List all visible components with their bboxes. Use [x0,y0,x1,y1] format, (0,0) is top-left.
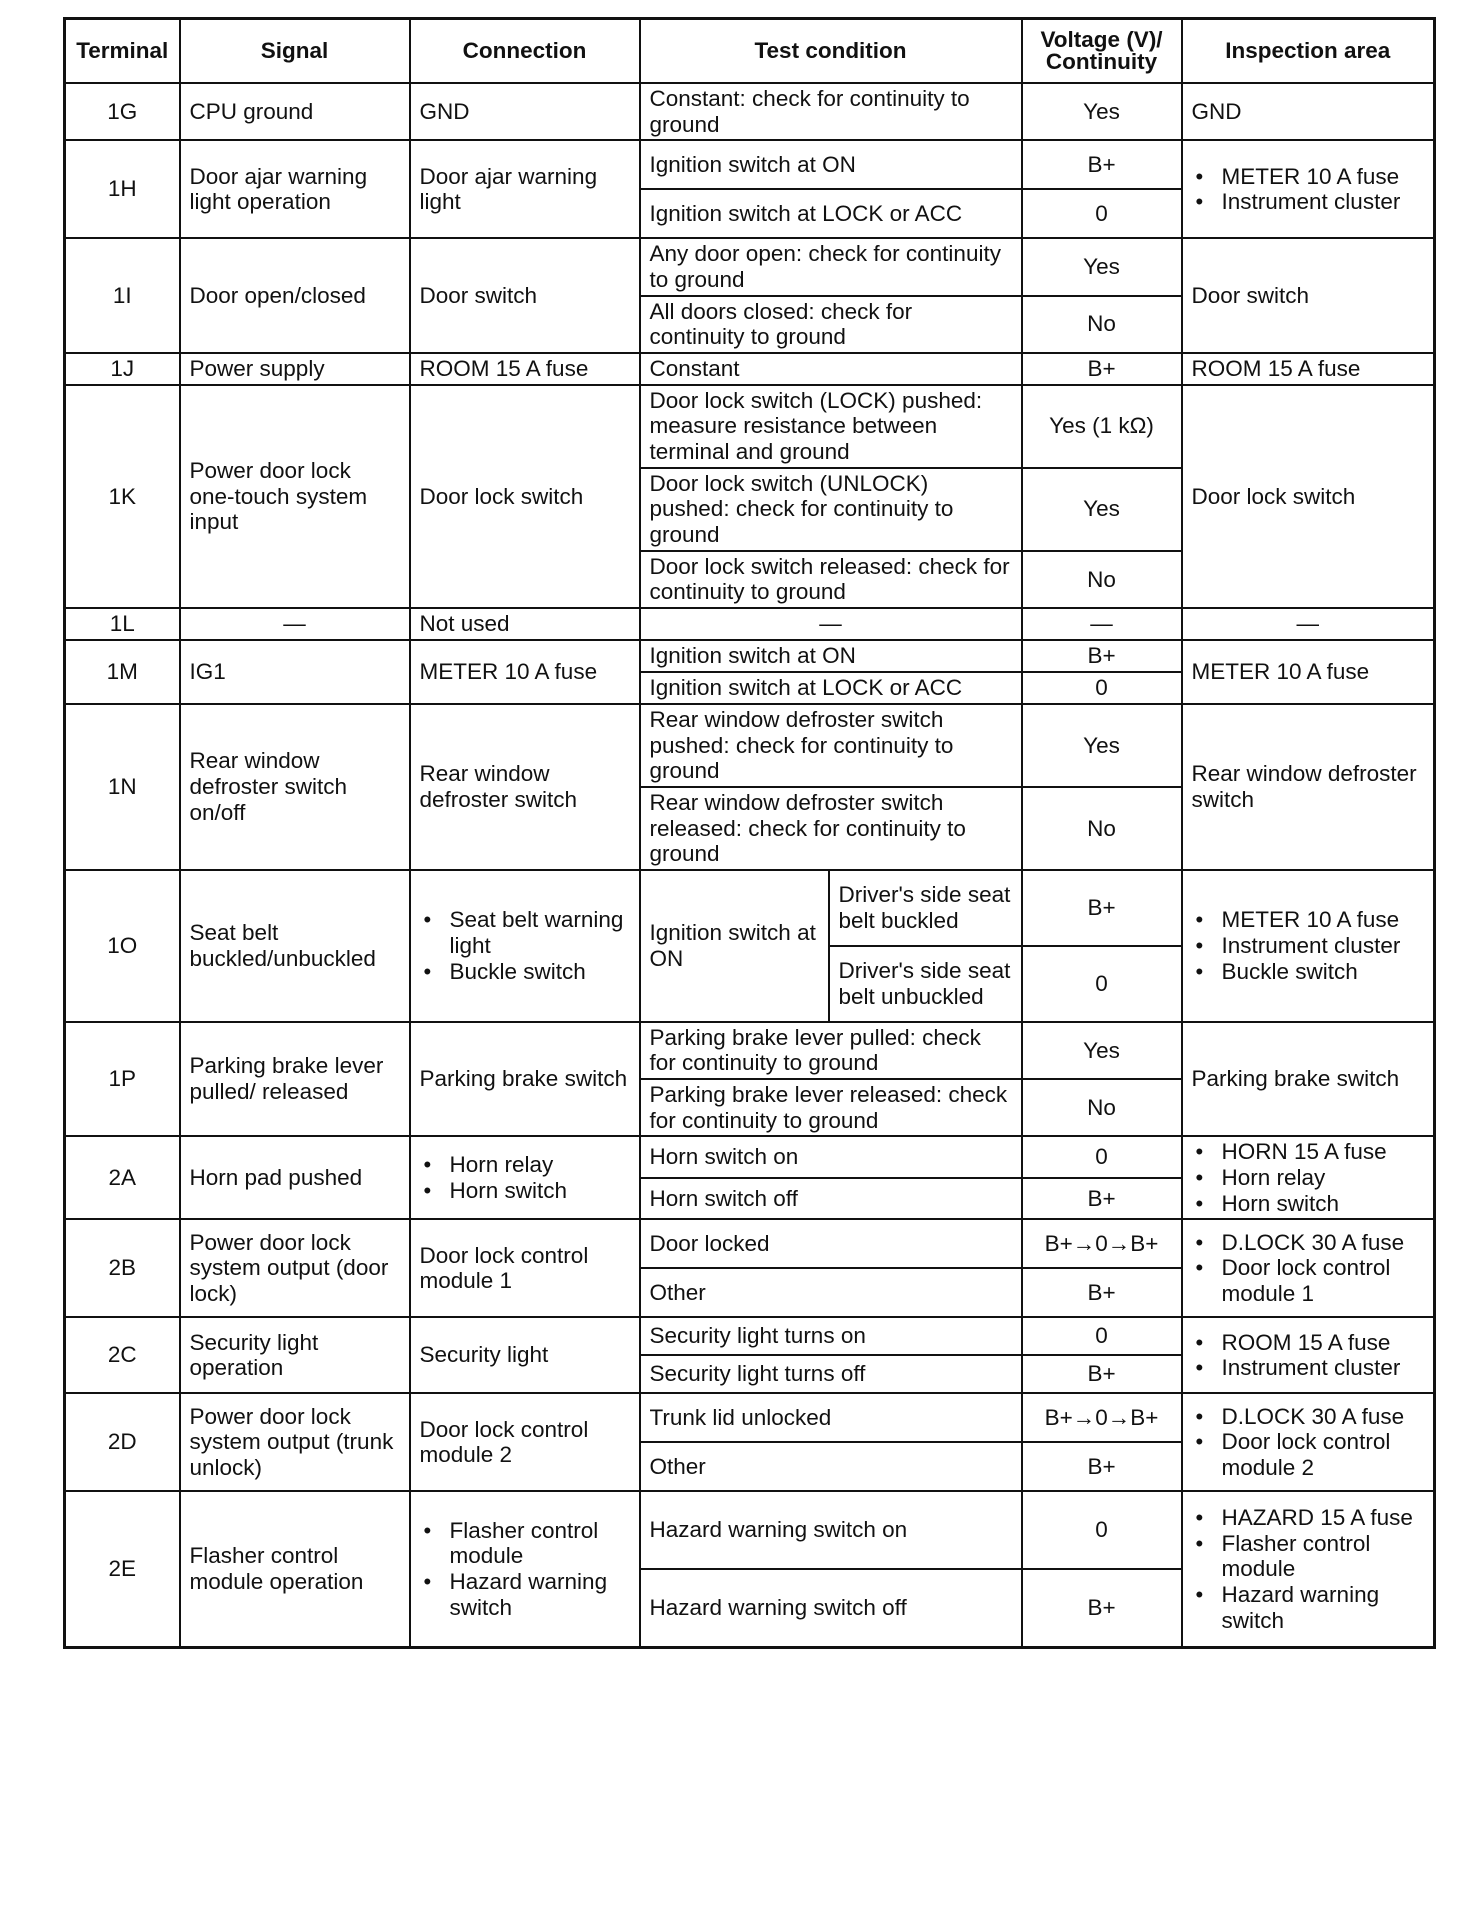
table-row [65,640,1435,672]
connection-cell [410,1136,640,1219]
terminal-cell: 2D [65,1393,180,1491]
terminal-cell: 2A [65,1136,180,1219]
terminal-cell: 1J [65,353,180,385]
signal-cell: Seat belt buckled/unbuckled [180,870,410,1022]
table-row [65,704,1435,787]
header-terminal: Terminal [65,19,180,84]
inspection-cell: Door lock switch [1182,385,1435,608]
table-row [65,1491,1435,1569]
connection-item: • Horn relay [420,1152,630,1178]
voltage-cell: 0 [1022,672,1182,704]
signal-cell: Rear window defroster switch on/off [180,704,410,870]
test-condition-cell: Trunk lid unlocked [640,1393,1022,1442]
voltage-cell: Yes [1022,238,1182,295]
terminal-cell: 1M [65,640,180,704]
voltage-cell: 0 [1022,1136,1182,1177]
connection-cell: Parking brake switch [410,1022,640,1137]
inspection-cell: Parking brake switch [1182,1022,1435,1137]
table-row [65,1219,1435,1268]
voltage-cell: No [1022,1079,1182,1136]
inspection-item: • D.LOCK 30 A fuse [1192,1404,1425,1430]
inspection-cell: Rear window defroster switch [1182,704,1435,870]
signal-cell: CPU ground [180,83,410,140]
inspection-item: • Door lock control module 2 [1192,1429,1425,1480]
voltage-cell: B+→0→B+ [1022,1393,1182,1442]
inspection-cell [1182,870,1435,1022]
voltage-cell: — [1022,608,1182,640]
connection-cell: GND [410,83,640,140]
voltage-cell: B+ [1022,870,1182,946]
inspection-item: • Instrument cluster [1192,189,1425,215]
voltage-cell: 0 [1022,946,1182,1022]
connection-cell [410,870,640,1022]
test-condition-cell: Parking brake lever pulled: check for continuity to ground [640,1022,1022,1079]
table-row [65,1022,1435,1079]
table-row [65,140,1435,189]
signal-cell: Power door lock system output (trunk unlock) [180,1393,410,1491]
test-condition-cell: Door lock switch released: check for continuity to ground [640,551,1022,608]
test-condition-cell: Door locked [640,1219,1022,1268]
signal-cell: — [180,608,410,640]
test-condition-sub-cell: Driver's side seat belt unbuckled [829,946,1022,1022]
signal-cell: Door open/closed [180,238,410,353]
terminal-cell: 2B [65,1219,180,1317]
table-row [65,385,1435,468]
voltage-cell: B+ [1022,1569,1182,1647]
signal-cell: Flasher control module operation [180,1491,410,1647]
test-condition-cell: Ignition switch at ON [640,640,1022,672]
terminal-cell: 1K [65,385,180,608]
voltage-cell: Yes (1 kΩ) [1022,385,1182,468]
connection-item: • Seat belt warning light [420,907,630,958]
connection-item: • Flasher control module [420,1518,630,1569]
terminal-cell: 1H [65,140,180,238]
voltage-cell: No [1022,551,1182,608]
header-test-condition: Test condition [640,19,1022,84]
test-condition-cell: Ignition switch at LOCK or ACC [640,672,1022,704]
header-signal: Signal [180,19,410,84]
voltage-cell: B+ [1022,353,1182,385]
header-voltage: Voltage (V)/ Continuity [1022,19,1182,84]
terminal-cell: 2E [65,1491,180,1647]
inspection-cell [1182,1393,1435,1491]
voltage-cell: B+ [1022,640,1182,672]
test-condition-cell: Other [640,1442,1022,1491]
connection-cell: Door switch [410,238,640,353]
signal-cell: Power door lock one-touch system input [180,385,410,608]
inspection-item: • Instrument cluster [1192,1355,1425,1381]
inspection-item: • Door lock control module 1 [1192,1255,1425,1306]
table-row [65,1317,1435,1355]
inspection-cell: — [1182,608,1435,640]
inspection-item: • METER 10 A fuse [1192,907,1425,933]
test-condition-cell: Door lock switch (UNLOCK) pushed: check for continuity to ground [640,468,1022,551]
inspection-cell [1182,140,1435,238]
connection-cell: Door lock control module 2 [410,1393,640,1491]
table-row [65,1393,1435,1442]
inspection-item: • Instrument cluster [1192,933,1425,959]
signal-cell: IG1 [180,640,410,704]
test-condition-cell: Security light turns on [640,1317,1022,1355]
signal-cell: Door ajar warning light operation [180,140,410,238]
voltage-cell: No [1022,296,1182,353]
signal-cell: Parking brake lever pulled/ released [180,1022,410,1137]
voltage-cell: B+ [1022,140,1182,189]
inspection-item: • HORN 15 A fuse [1192,1139,1425,1165]
terminal-cell: 1L [65,608,180,640]
test-condition-main-cell: Ignition switch at ON [640,870,829,1022]
connection-cell: Door lock switch [410,385,640,608]
inspection-item: • HAZARD 15 A fuse [1192,1505,1425,1531]
inspection-item: • METER 10 A fuse [1192,164,1425,190]
test-condition-cell: Security light turns off [640,1355,1022,1393]
signal-cell: Security light operation [180,1317,410,1393]
test-condition-cell: Constant [640,353,1022,385]
terminal-cell: 1O [65,870,180,1022]
voltage-cell: B+→0→B+ [1022,1219,1182,1268]
voltage-cell: Yes [1022,83,1182,140]
inspection-cell [1182,1317,1435,1393]
inspection-item: • Flasher control module [1192,1531,1425,1582]
voltage-cell: 0 [1022,189,1182,238]
terminal-cell: 1N [65,704,180,870]
connection-item: • Hazard warning switch [420,1569,630,1620]
connection-cell: METER 10 A fuse [410,640,640,704]
header-connection: Connection [410,19,640,84]
connection-item: • Horn switch [420,1178,630,1204]
test-condition-cell: Constant: check for continuity to ground [640,83,1022,140]
signal-cell: Power door lock system output (door lock) [180,1219,410,1317]
voltage-cell: No [1022,787,1182,870]
inspection-item: • Horn relay [1192,1165,1425,1191]
voltage-cell: Yes [1022,468,1182,551]
connection-cell: Door lock control module 1 [410,1219,640,1317]
inspection-cell: METER 10 A fuse [1182,640,1435,704]
test-condition-cell: Door lock switch (LOCK) pushed: measure resistance between terminal and ground [640,385,1022,468]
test-condition-cell: Any door open: check for continuity to ground [640,238,1022,295]
inspection-item: • Hazard warning switch [1192,1582,1425,1633]
test-condition-cell: Ignition switch at ON [640,140,1022,189]
voltage-cell: 0 [1022,1317,1182,1355]
header-inspection: Inspection area [1182,19,1435,84]
connection-cell: Door ajar warning light [410,140,640,238]
header-row [65,19,1435,84]
test-condition-cell: — [640,608,1022,640]
voltage-cell: B+ [1022,1178,1182,1219]
table-row [65,353,1435,385]
test-condition-cell: Ignition switch at LOCK or ACC [640,189,1022,238]
table-row [65,83,1435,140]
test-condition-cell: Rear window defroster switch released: check for continuity to ground [640,787,1022,870]
terminal-cell: 1P [65,1022,180,1137]
inspection-cell: ROOM 15 A fuse [1182,353,1435,385]
terminal-cell: 2C [65,1317,180,1393]
terminal-cell: 1G [65,83,180,140]
voltage-cell: Yes [1022,704,1182,787]
test-condition-cell: Parking brake lever released: check for continuity to ground [640,1079,1022,1136]
signal-cell: Horn pad pushed [180,1136,410,1219]
signal-cell: Power supply [180,353,410,385]
test-condition-cell: Other [640,1268,1022,1317]
terminal-cell: 1I [65,238,180,353]
inspection-cell: Door switch [1182,238,1435,353]
inspection-item: • D.LOCK 30 A fuse [1192,1230,1425,1256]
test-condition-cell: Hazard warning switch on [640,1491,1022,1569]
inspection-cell [1182,1219,1435,1317]
test-condition-cell: Horn switch on [640,1136,1022,1177]
voltage-cell: Yes [1022,1022,1182,1079]
inspection-item: • ROOM 15 A fuse [1192,1330,1425,1356]
inspection-cell: GND [1182,83,1435,140]
connection-cell [410,1491,640,1647]
test-condition-cell: Rear window defroster switch pushed: check for continuity to ground [640,704,1022,787]
inspection-cell [1182,1491,1435,1647]
voltage-cell: B+ [1022,1268,1182,1317]
connection-item: • Buckle switch [420,959,630,985]
test-condition-cell: Hazard warning switch off [640,1569,1022,1647]
connection-cell: ROOM 15 A fuse [410,353,640,385]
voltage-cell: B+ [1022,1355,1182,1393]
connection-cell: Security light [410,1317,640,1393]
voltage-cell: B+ [1022,1442,1182,1491]
inspection-cell [1182,1136,1435,1219]
test-condition-cell: Horn switch off [640,1178,1022,1219]
connection-cell: Rear window defroster switch [410,704,640,870]
inspection-item: • Buckle switch [1192,959,1425,985]
table-row [65,1136,1435,1177]
table-row [65,870,1435,946]
connection-cell: Not used [410,608,640,640]
inspection-item: • Horn switch [1192,1191,1425,1217]
voltage-cell: 0 [1022,1491,1182,1569]
table-row [65,238,1435,295]
table-row [65,608,1435,640]
terminal-inspection-table [63,17,1436,1649]
test-condition-cell: All doors closed: check for continuity to ground [640,296,1022,353]
test-condition-sub-cell: Driver's side seat belt buckled [829,870,1022,946]
